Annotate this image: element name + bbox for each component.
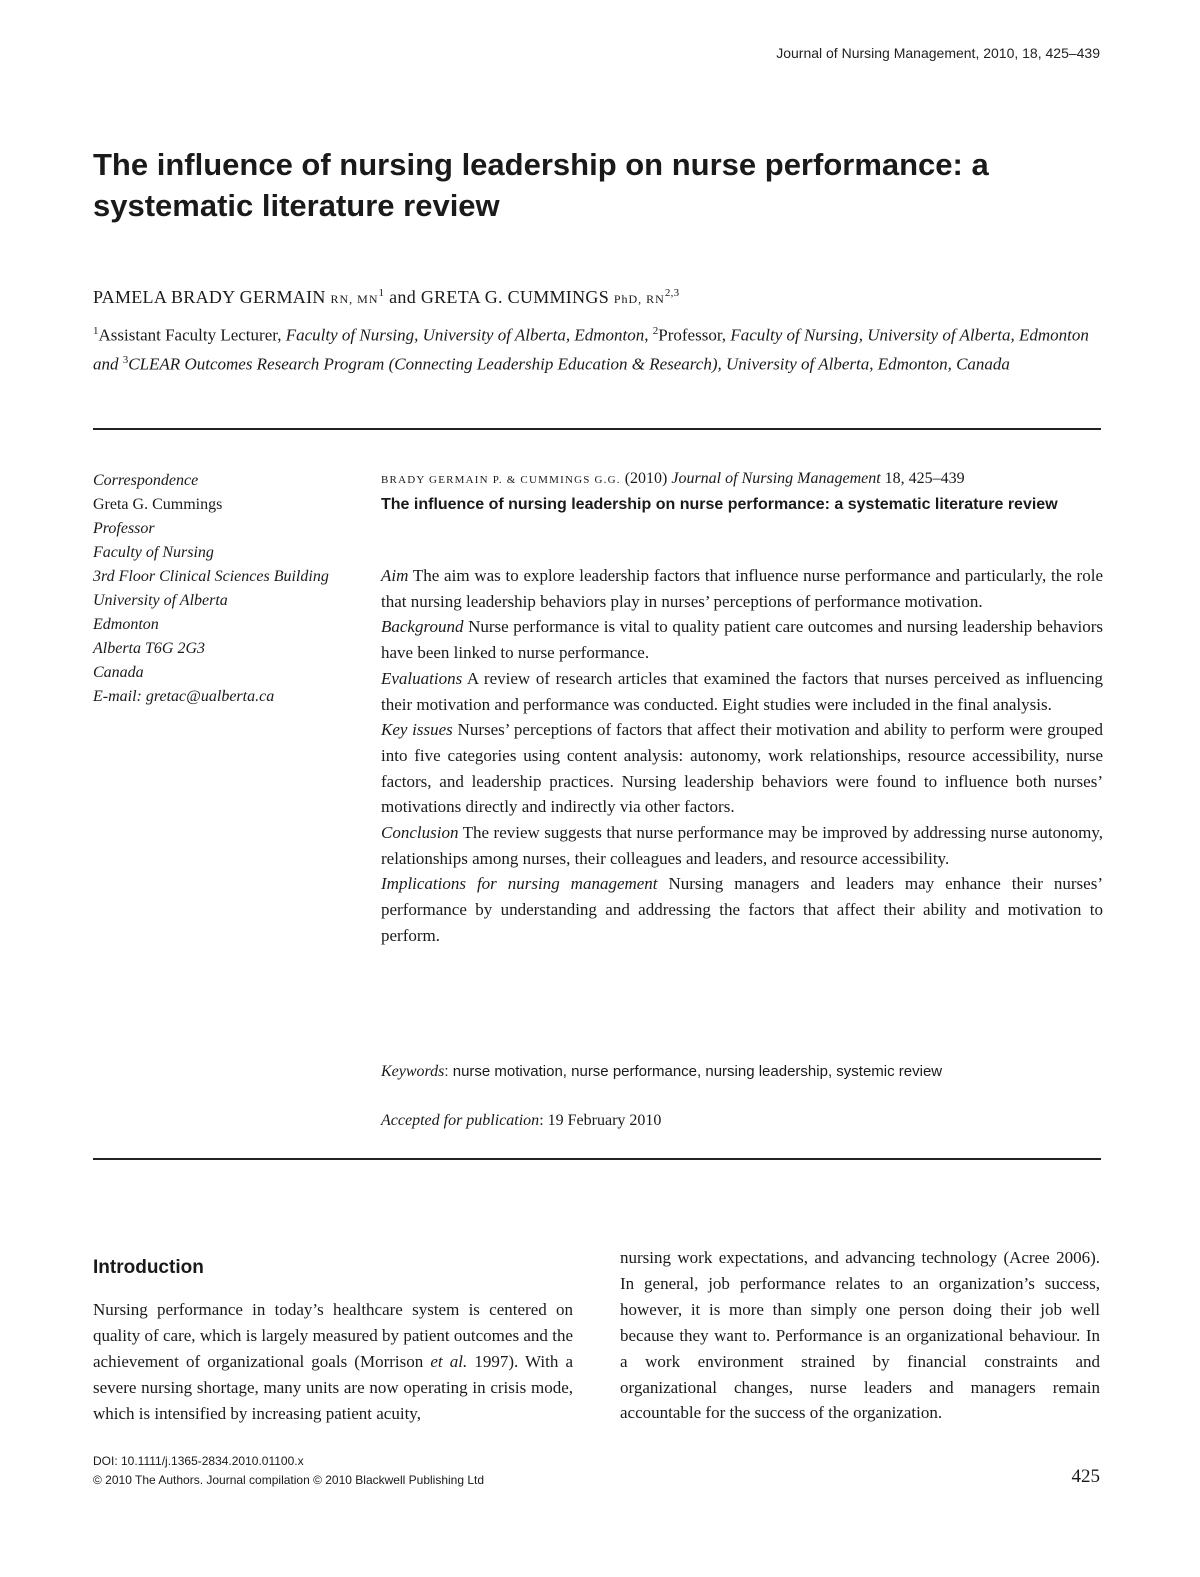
affil-sup-3: 3	[122, 353, 129, 366]
affil-2-institution: Faculty of Nursing, University of Alberta, Edmonton and	[93, 325, 1089, 374]
abstract-text: Nursing managers and leaders may enhance their nurses’ performance by understanding and addressing the factors that affect their ability and motivation to perform.	[381, 874, 1103, 945]
citation-line	[381, 467, 1103, 492]
correspondence-university: University of Alberta	[93, 592, 228, 609]
correspondence-label: Correspondence	[93, 472, 199, 489]
footer-copyright: © 2010 The Authors. Journal compilation © 2010 Blackwell Publishing Ltd	[93, 1473, 485, 1487]
correspondence-postal: Alberta T6G 2G3	[93, 640, 205, 657]
abstract-text: The aim was to explore leadership factors that influence nurse performance and particularly, the role that nursing leadership behaviors play in nurses’ perceptions of performance motivation.	[381, 566, 1103, 611]
body-text-etal: et al.	[430, 1351, 468, 1371]
author-2-affil-sup: 2,3	[664, 287, 680, 299]
keywords-text: : nurse motivation, nurse performance, nursing leadership, systemic review	[444, 1063, 943, 1080]
abstract-text: A review of research articles that examined the factors that nurses perceived as influencing their motivation and performance was conducted. Eight studies were included in the final analysis.	[381, 668, 1103, 714]
correspondence-title: Professor	[93, 520, 155, 537]
abstract-label: Conclusion	[381, 823, 459, 843]
keywords-label: Keywords	[381, 1063, 445, 1080]
abstract-conclusion	[381, 820, 1103, 871]
affil-sup-2: 2	[652, 325, 659, 337]
correspondence-city: Edmonton	[93, 616, 159, 633]
accepted-date	[381, 1109, 1103, 1133]
author-1-name: PAMELA BRADY GERMAIN	[93, 287, 331, 307]
body-column-left	[93, 1297, 573, 1427]
abstract-label: Aim	[381, 566, 409, 585]
correspondence-country: Canada	[93, 664, 144, 681]
correspondence-email[interactable]: E-mail: gretac@ualberta.ca	[93, 688, 275, 705]
section-heading-introduction: Introduction	[93, 1257, 204, 1278]
abstract-label: Evaluations	[381, 668, 463, 688]
citation-volume: 18, 425–439	[880, 470, 965, 487]
author-2-name: GRETA G. CUMMINGS	[420, 287, 614, 307]
affil-separator: ,	[644, 325, 653, 345]
abstract-text: Nurse performance is vital to quality patient care outcomes and nursing leadership behaviors have been linked to nurse performance.	[381, 617, 1103, 663]
accepted-text: : 19 February 2010	[539, 1112, 662, 1129]
abstract-aim	[381, 563, 1103, 614]
citation-authors: BRADY GERMAIN P. & CUMMINGS G.G.	[381, 474, 621, 486]
affiliations	[93, 319, 1103, 376]
author-line	[93, 287, 679, 308]
body-column-right: nursing work expectations, and advancing technology (Acree 2006). In general, job performance relates to an organization’s success, however, it is more than simply one person doing their job well because they want to. Performance is an organizational behaviour. In a work environment strained by financial constraints and organizational changes, nurse leaders and managers remain accountable for the success of the organization.	[620, 1248, 1100, 1423]
article-title: The influence of nursing leadership on nurse performance: a systematic literature review	[93, 147, 989, 223]
top-divider	[93, 428, 1101, 430]
abstract-text: Nurses’ perceptions of factors that affect their motivation and ability to perform were grouped into five categories using content analysis: autonomy, work relationships, resource accessibility, nurse factors, and leadership practices. Nursing leadership behaviors were found to influence both nurses’ motivations directly and indirectly via other factors.	[381, 720, 1103, 817]
abstract-background	[381, 614, 1103, 665]
correspondence-faculty: Faculty of Nursing	[93, 544, 214, 561]
abstract-evaluations	[381, 666, 1103, 717]
affil-2-role: Professor,	[658, 325, 731, 345]
abstract	[381, 563, 1103, 949]
abstract-label: Background	[381, 617, 464, 637]
citation-year: (2010)	[620, 470, 672, 487]
abstract-key-issues	[381, 717, 1103, 820]
abstract-implications	[381, 871, 1103, 948]
author-conjunction: and	[384, 287, 421, 307]
citation-journal: Journal of Nursing Management	[671, 470, 881, 487]
footer-doi[interactable]: DOI: 10.1111/j.1365-2834.2010.01100.x	[93, 1454, 304, 1468]
correspondence-building: 3rd Floor Clinical Sciences Building	[93, 568, 329, 585]
correspondence-name: Greta G. Cummings	[93, 496, 223, 513]
affil-3-institution: CLEAR Outcomes Research Program (Connecting Leadership Education & Research), University of Alberta, Edmonton, Canada	[128, 354, 1010, 374]
abstract-label: Implications for nursing management	[381, 874, 658, 894]
abstract-title: The influence of nursing leadership on nurse performance: a systematic literature review	[381, 496, 1058, 513]
affil-1-institution: Faculty of Nursing, University of Alberta, Edmonton	[285, 325, 645, 345]
author-1-affil-sup: 1	[378, 287, 385, 299]
author-1-degree: RN, MN	[330, 292, 379, 306]
accepted-label: Accepted for publication	[381, 1112, 540, 1129]
running-head: Journal of Nursing Management, 2010, 18, 425–439	[776, 45, 1100, 61]
affil-1-role: Assistant Faculty Lecturer,	[98, 325, 286, 345]
correspondence-block	[93, 469, 373, 709]
abstract-label: Key issues	[381, 720, 453, 740]
abstract-text: The review suggests that nurse performance may be improved by addressing nurse autonomy, relationships among nurses, their colleagues and leaders, and resource accessibility.	[381, 823, 1103, 868]
body-text: Nursing performance in today’s healthcare system is centered on quality of care, which is largely measured by patient outcomes and the achievement of organizational goals (Morrison	[93, 1300, 573, 1371]
bottom-divider	[93, 1158, 1101, 1160]
page-number: 425	[1071, 1466, 1100, 1487]
keywords	[381, 1060, 1103, 1084]
body-text: 1997). With a severe nursing shortage, many units are now operating in crisis mode, which is intensified by increasing patient acuity,	[93, 1351, 574, 1423]
author-2-degree: PhD, RN	[613, 292, 665, 306]
affil-sup-1: 1	[93, 325, 99, 337]
